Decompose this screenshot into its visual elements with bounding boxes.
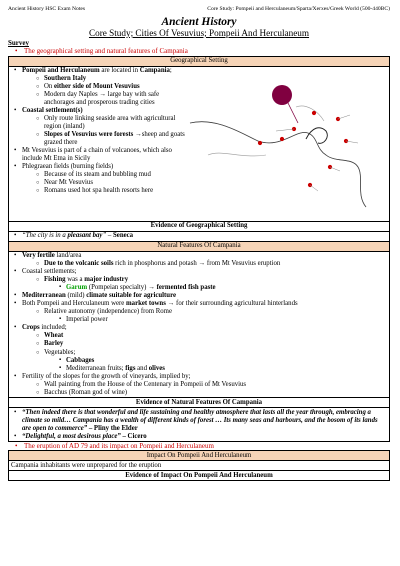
list-item: • “Delightful, a most desirous place” – Cicero (11, 433, 387, 441)
list-item: • Mt Vesuvius is part of a chain of volcanoes, which also include Mt Etna in Sicily (11, 147, 186, 163)
section-label: Survey (8, 39, 29, 48)
list-item: ○ Only route linking seaside area with agricultural region (inland) (34, 115, 186, 131)
list-item: • Coastal settlement(s) ○ Only route linking seaside area with agricultural region (inland) ○ Slopes of Vesuvius were forests →sheep and goats grazed there (11, 107, 186, 147)
header-left: Ancient History HSC Exam Notes (8, 6, 86, 12)
topic-heading-2: • The eruption of AD 79 and its impact on Pompeii and Herculaneum (8, 442, 390, 450)
list-item: • Phlegraean fields (burning fields) ○ Because of its steam and bubbling mud ○ Near Mt Vesuvius ○ Romans used hot spa health resorts here (11, 163, 186, 195)
list-item: ○ Slopes of Vesuvius were forests →sheep and goats grazed there (34, 131, 186, 147)
header-right: Core Study: Pompeii and Herculaneum/Sparta/Xerxes/Greek World (500-440BC) (207, 6, 390, 12)
list-item: ▪ Mediterranean fruits; figs and olives (58, 365, 387, 373)
list-item: ○ Relative autonomy (independence) from Rome ▪ Imperial power (34, 308, 387, 324)
list-item: ○ Wall painting from the House of the Centenary in Pompeii of Mt Vesuvius (34, 381, 387, 389)
list-item: • “Then indeed there is that wonderful and life sustaining and healthy atmosphere that lasts all the year through, embracing a climate so mild… Campania has a wealth of different kinds of forest … Its many seas and harbours, and the bosom of its lands are open to commerce” – Pliny the Elder (11, 409, 387, 433)
geography-bar: Geographical Setting (9, 56, 390, 66)
list-item: ○ Because of its steam and bubbling mud (34, 171, 186, 179)
list-item: • Fertility of the slopes for the growth of vineyards, implied by; ○ Wall painting from the House of the Centenary in Pompeii of Mt Vesuvius ○ Bacchus (Roman god of wine) (11, 373, 387, 397)
campania-map-icon (186, 67, 387, 220)
natural-evidence: Evidence of Natural Features Of Campania (9, 398, 390, 408)
list-item: • Crops included; ○ Wheat ○ Barley ○ Vegetables; ▪ Cabbages ▪ Mediterranean fruits; figs and olives (11, 324, 387, 372)
geography-content (9, 66, 390, 221)
list-item: ○ Wheat (34, 332, 387, 340)
list-item: ○ Due to the volcanic soils rich in phosphorus and potash → from Mt Vesuvius eruption (34, 260, 387, 268)
list-item: • Coastal settlements; ○ Fishing was a major industry ▪ Garum (Pompeian specialty) → fermented fish paste (11, 268, 387, 292)
natural-content (9, 251, 390, 397)
page-subtitle: Core Study; Cities Of Vesuvius; Pompeii And Herculaneum (88, 27, 310, 38)
list-item: ○ Modern day Naples → large bay with safe anchorages and prosperous trading cities (34, 91, 186, 107)
natural-quotes (9, 408, 390, 442)
list-item: ▪ Imperial power (58, 316, 387, 324)
list-item: ○ Barley (34, 340, 387, 348)
list-item: • Both Pompeii and Herculaneum were market towns → for their surrounding agricultural hinterlands ○ Relative autonomy (independence) from Rome ▪ Imperial power (11, 300, 387, 324)
natural-bar: Natural Features Of Campania (9, 241, 390, 251)
list-item: ○ Southern Italy (34, 75, 186, 83)
geography-table (8, 56, 390, 442)
list-item: • “The city is in a pleasant bay” – Seneca (11, 232, 387, 240)
list-item: • Mediterranean (mild) climate suitable for agriculture (11, 292, 387, 300)
list-item: ○ Fishing was a major industry ▪ Garum (Pompeian specialty) → fermented fish paste (34, 276, 387, 292)
list-item: ○ Near Mt Vesuvius (34, 179, 186, 187)
geography-evidence: Evidence of Geographical Setting (9, 221, 390, 231)
page-header (8, 6, 390, 13)
topic-heading-1: • The geographical setting and natural features of Campania (8, 47, 390, 55)
list-item: • Pompeii and Herculaneum are located in Campania; ○ Southern Italy ○ On either side of Mount Vesuvius ○ Modern day Naples → large bay with safe anchorages and prosperous trading cities (11, 67, 186, 107)
list-item: • Very fertile land/area ○ Due to the volcanic soils rich in phosphorus and potash → from Mt Vesuvius eruption (11, 252, 387, 268)
list-item: ▪ Garum (Pompeian specialty) → fermented fish paste (58, 284, 387, 292)
page-title: Ancient History (161, 15, 237, 28)
list-item: ▪ Cabbages (58, 357, 387, 365)
geography-quote (9, 231, 390, 241)
impact-bar: Impact On Pompeii And Herculaneum (9, 451, 390, 461)
impact-content: Campania inhabitants were unprepared for the eruption (9, 461, 390, 471)
list-item: ○ Bacchus (Roman god of wine) (34, 389, 387, 397)
impact-evidence: Evidence of Impact On Pompeii And Herculaneum (9, 471, 390, 481)
list-item: ○ Romans used hot spa health resorts here (34, 187, 186, 195)
list-item: ○ On either side of Mount Vesuvius (34, 83, 186, 91)
impact-table (8, 450, 390, 481)
list-item: ○ Vegetables; ▪ Cabbages ▪ Mediterranean fruits; figs and olives (34, 349, 387, 373)
